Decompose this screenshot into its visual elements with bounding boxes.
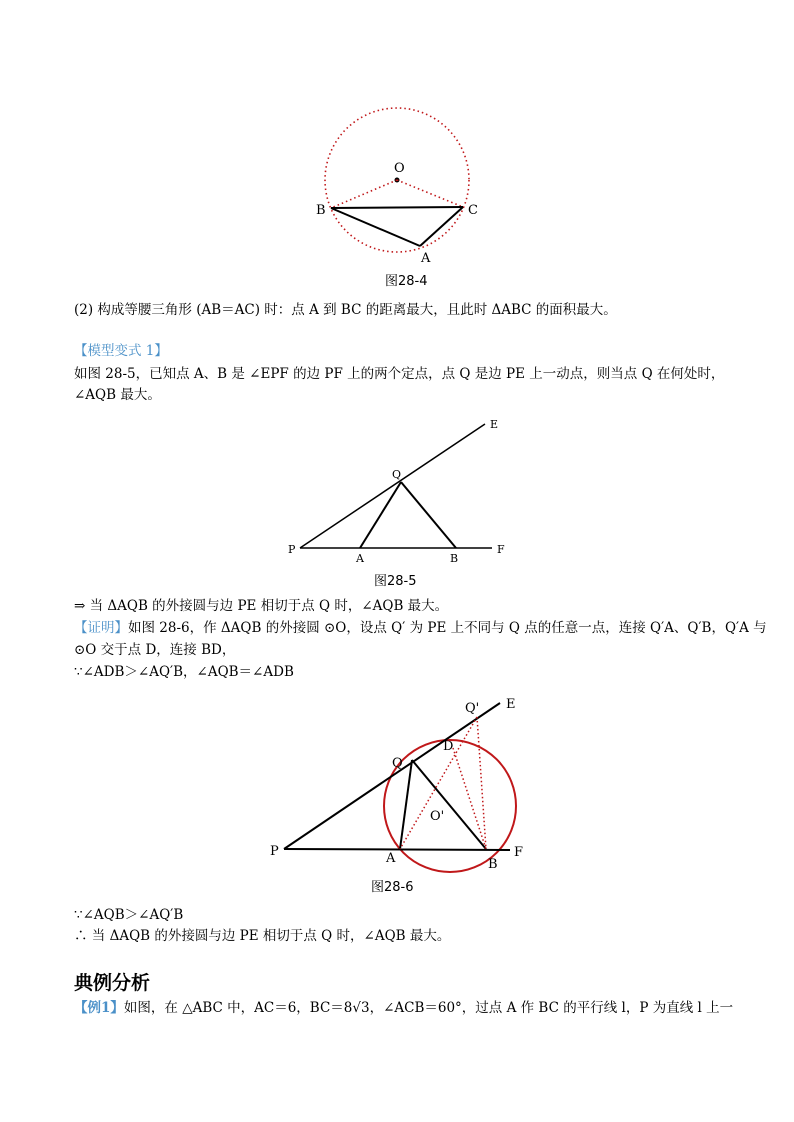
caption-28-6: 图28-6 [371,880,414,895]
label-B: B [488,857,498,872]
segment-QB [412,760,486,849]
caption-28-4: 图28-4 [385,274,428,289]
section-title: 典例分析 [74,972,151,994]
variant-line-2: ∠AQB 最大。 [74,387,161,403]
label-A: A [356,552,364,565]
after-line-2: ∴ 当 ΔAQB 的外接圆与边 PE 相切于点 Q 时，∠AQB 最大。 [74,928,451,944]
label-Q: Q [392,756,403,771]
radius-OC [397,180,463,207]
segment-QA [400,760,412,849]
segment-QpB-dotted [477,717,486,849]
segment-AC [420,207,463,246]
label-P: P [270,844,279,859]
label-Qprime: Q' [465,701,480,716]
segment-QpA-dotted [400,717,477,849]
segment-QA [360,482,401,548]
variant-line-1: 如图 28-5，已知点 A、B 是 ∠EPF 的边 PF 上的两个定点，点 Q 是边 PE 上一动点，则当点 Q 在何处时， [74,366,725,382]
label-C: C [468,203,478,218]
figure-28-4 [300,100,500,270]
label-D: D [443,739,454,754]
after-line-1: ∵∠AQB＞∠AQ′B [74,907,184,923]
caption-28-5: 图28-5 [374,574,417,589]
label-F: F [497,543,505,556]
segment-BA [331,208,420,246]
label-O: O [394,161,405,176]
proof-line-1 [74,618,767,638]
label-A: A [386,851,396,866]
variant-tag [74,341,168,361]
label-E: E [506,697,516,712]
segment-DB-dotted [453,748,486,849]
ray-PF [284,849,510,850]
text-condition-2: (2) 构成等腰三角形 (AB＝AC) 时：点 A 到 BC 的距离最大，且此时 ΔABC 的面积最大。 [74,302,617,318]
label-E: E [490,418,499,431]
proof-line-1-text: 如图 28-6，作 ΔAQB 的外接圆 ⊙O，设点 Q′ 为 PE 上不同与 Q 点的任意一点，连接 Q′A、Q′B，Q′A 与 [128,620,767,636]
conclusion-line: ⇒ 当 ΔAQB 的外接圆与边 PE 相切于点 Q 时，∠AQB 最大。 [74,598,449,614]
label-P: P [288,543,296,556]
example-line [74,998,733,1018]
proof-line-3: ∵∠ADB＞∠AQ′B，∠AQB＝∠ADB [74,664,294,680]
segment-BC [331,207,463,208]
proof-line-2: ⊙O 交于点 D，连接 BD， [74,642,236,658]
variant-tag-label: 【模型变式 1】 [74,343,168,359]
radius-OB [331,180,397,208]
label-Q: Q [392,468,402,481]
example-tag: 【例1】 [74,1000,124,1016]
ray-PE [300,424,485,548]
segment-QB [401,482,456,548]
label-B: B [316,203,326,218]
label-Oprime: O' [430,809,445,824]
label-F: F [514,845,524,860]
label-B: B [450,552,459,565]
label-A: A [421,251,431,266]
figure-28-5 [280,412,520,572]
proof-tag: 【证明】 [74,620,128,636]
figure-28-6 [262,690,542,875]
example-text: 如图，在 △ABC 中，AC＝6，BC＝8√3，∠ACB＝60°，过点 A 作 BC 的平行线 l，P 为直线 l 上一 [123,1000,734,1016]
